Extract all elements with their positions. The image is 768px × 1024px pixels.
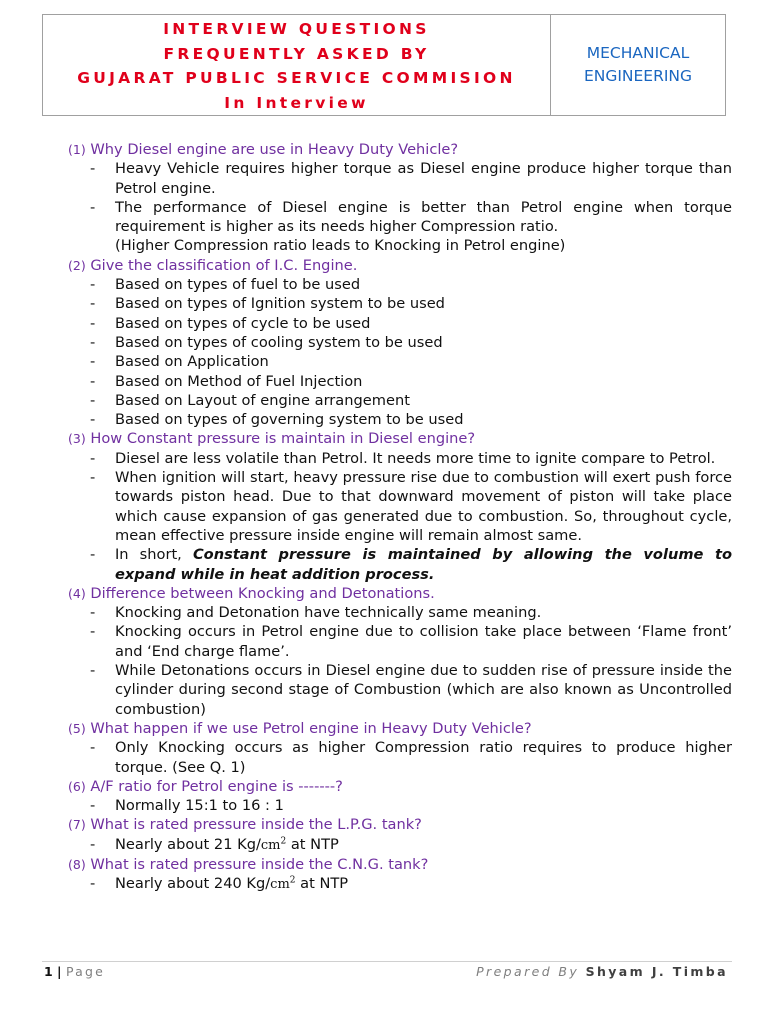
question-heading [68,584,732,603]
footer-divider [42,961,732,962]
subject-line-2: ENGINEERING [583,67,693,85]
list-item: - Only Knocking occurs as higher Compression ratio requires to produce higher torque. (See Q. 1) [68,738,732,777]
question-heading [68,777,732,796]
question-heading [68,429,732,448]
title-line-3: GUJARAT PUBLIC SERVICE COMMISION [77,69,516,87]
question-number: (3) [68,431,86,447]
question-text: A/F ratio for Petrol engine is -------? [90,777,343,795]
answer-prefix: Nearly about 21 Kg/ [115,835,261,853]
question-list [68,140,732,895]
list-item: - Based on Method of Fuel Injection [68,372,732,391]
unit-exponent: 2 [280,836,287,847]
question-heading [68,140,732,159]
question-heading [68,719,732,738]
list-item [68,545,732,584]
question-text: Give the classification of I.C. Engine. [90,256,358,274]
list-item [68,835,732,855]
short-prefix: In short, [115,546,182,564]
question-text: What is rated pressure inside the L.P.G. tank? [90,816,422,834]
question-text: Difference between Knocking and Detonations. [90,584,435,602]
list-item: - The performance of Diesel engine is better than Petrol engine when torque requirement is higher as its needs higher Compression ratio. [68,198,732,237]
question-text: How Constant pressure is maintain in Diesel engine? [90,430,476,448]
question-text: What happen if we use Petrol engine in Heavy Duty Vehicle? [90,719,532,737]
list-item: - Based on types of governing system to be used [68,410,732,429]
title-block [43,15,551,115]
subject-block [551,15,725,115]
question-heading [68,815,732,834]
answer-suffix: at NTP [295,875,349,893]
list-item: - Heavy Vehicle requires higher torque as Diesel engine produce higher torque than Petrol engine. [68,159,732,198]
list-item: - While Detonations occurs in Diesel engine due to sudden rise of pressure inside the cylinder during second stage of Combustion (which are also known as Uncontrolled combustion) [68,661,732,719]
unit-text [270,877,295,892]
list-item: - Based on Layout of engine arrangement [68,391,732,410]
unit: cm [270,877,290,893]
title-line-2: FREQUENTLY ASKED BY [163,44,430,63]
emphasis-text: Constant pressure is maintained by allowing the volume to expand while in heat addition process. [115,546,733,583]
question-number: (2) [68,257,86,273]
prepared-by-label: Prepared By [476,964,580,979]
list-item: - When ignition will start, heavy pressure rise due to combustion will exert push force towards piston head. Due to that downward movement of piston will take place which cause expansion of gas generated due to combustion. So, throughout cycle, mean effective pressure inside engine will remain almost same. [68,468,732,545]
question-number: (1) [68,142,86,157]
list-item: - Based on types of Ignition system to be used [68,294,732,313]
list-item: - Based on Application [68,352,732,371]
subject-line-1: MECHANICAL [586,44,690,62]
header-table [42,14,726,116]
title-line-1: INTERVIEW QUESTIONS [163,20,430,38]
question-number: (7) [68,817,86,833]
question-heading [68,256,732,275]
list-item: - Diesel are less volatile than Petrol. It needs more time to ignite compare to Petrol. [68,449,732,468]
list-item: - Based on types of fuel to be used [68,275,732,294]
page-footer [44,964,105,979]
question-number: (5) [68,720,86,736]
list-item: - Based on types of cooling system to be used [68,333,732,352]
note-text: (Higher Compression ratio leads to Knocking in Petrol engine) [115,237,566,255]
list-item: - Knocking and Detonation have technically same meaning. [68,603,732,622]
unit-text [261,838,286,853]
list-item: - Normally 15:1 to 16 : 1 [68,796,732,815]
unit: cm [260,837,281,853]
page-label: Page [65,964,106,979]
question-number: (6) [68,778,86,794]
answer-prefix: Nearly about 240 Kg/ [115,875,271,893]
list-item [68,874,732,894]
answer-suffix: at NTP [286,835,339,853]
unit-exponent: 2 [289,875,296,886]
question-heading [68,855,732,874]
question-text: Why Diesel engine are use in Heavy Duty Vehicle? [90,141,459,158]
author-credit [476,964,728,979]
question-number: (8) [68,856,86,872]
list-item: - Based on types of cycle to be used [68,314,732,333]
question-text: What is rated pressure inside the C.N.G. tank? [90,855,429,873]
question-number: (4) [68,585,86,601]
title-line-4: In Interview [224,93,369,112]
page-number: 1 [44,964,53,979]
author-name: Shyam J. Timba [585,964,728,979]
list-item: - Knocking occurs in Petrol engine due to collision take place between ‘Flame front’ and ‘End charge flame’. [68,622,732,661]
page-separator: | [52,964,66,979]
